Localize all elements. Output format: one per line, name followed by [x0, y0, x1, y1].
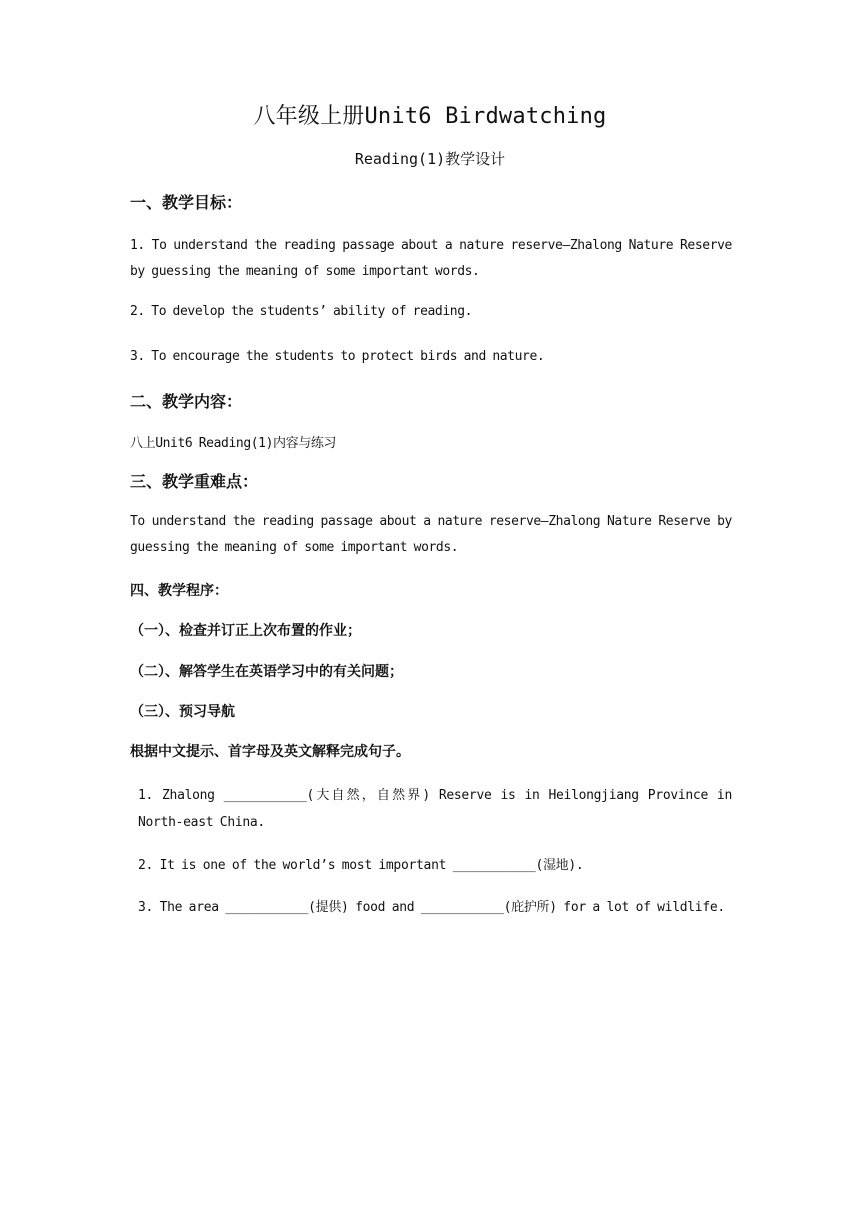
content-text: 八上Unit6 Reading(1)内容与练习 [130, 436, 337, 451]
exercise-item: 2. It is one of the world’s most important ___________(湿地). [138, 858, 584, 873]
exercise-item: 3. The area ___________(提供) food and ___________(庇护所) for a lot of wildlife. [138, 900, 725, 915]
procedure-step: （三）、预习导航 [130, 704, 235, 720]
section-heading-procedure: 四、教学程序： [130, 583, 228, 599]
document-subtitle: Reading(1)教学设计 [354, 150, 506, 168]
procedure-step: （二）、解答学生在英语学习中的有关问题； [130, 664, 403, 680]
objective-item: 3. To encourage the students to protect birds and nature. [130, 349, 545, 364]
procedure-step: （一）、检查并订正上次布置的作业； [130, 623, 361, 639]
exercise-item: 1. Zhalong ___________(大自然，自然界) Reserve is in Heilongjiang Province in North-east China. [138, 788, 739, 830]
document-title: 八年级上册Unit6 Birdwatching [253, 104, 607, 129]
objective-item: 2. To develop the students’ ability of reading. [130, 304, 473, 319]
section-heading-key-points: 三、教学重难点： [130, 472, 259, 491]
objective-item: 1. To understand the reading passage about a nature reserve—Zhalong Nature Reserve by guessing the meaning of some important words. [130, 238, 739, 279]
section-heading-objectives: 一、教学目标： [130, 193, 243, 212]
exercise-instruction: 根据中文提示、首字母及英文解释完成句子。 [130, 744, 410, 760]
section-heading-content: 二、教学内容： [130, 392, 243, 411]
key-points-text: To understand the reading passage about a nature reserve—Zhalong Nature Reserve by guessing the meaning of some important words. [130, 514, 739, 555]
